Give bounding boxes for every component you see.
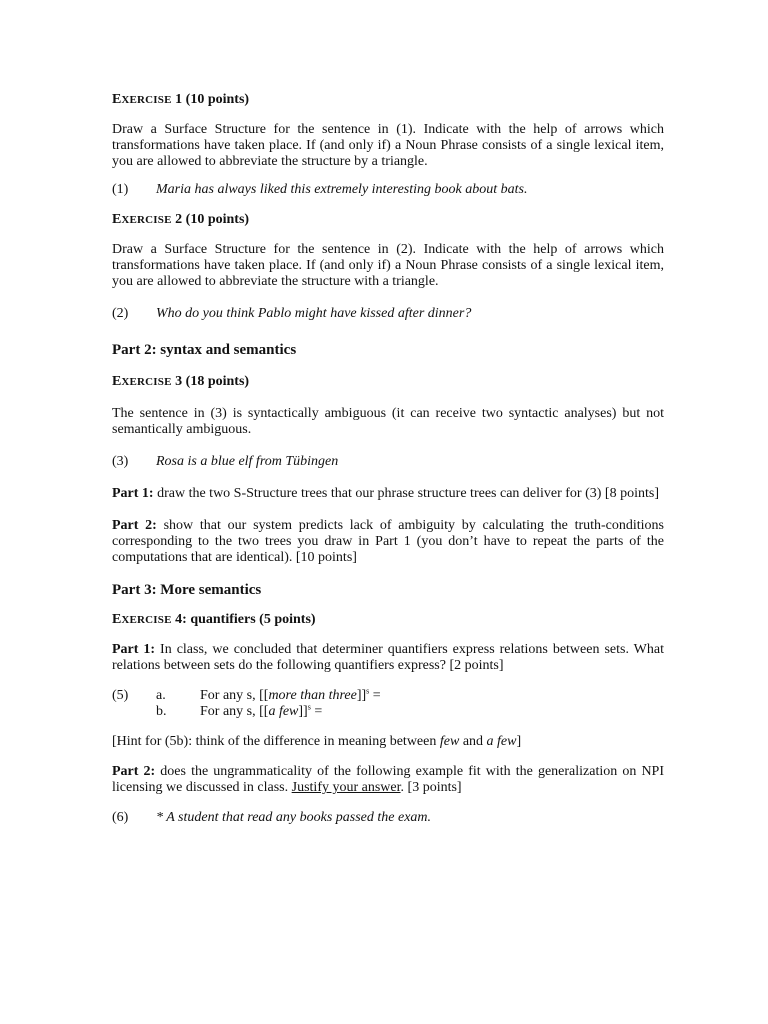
- example-2: [112, 306, 664, 322]
- part-3-title: Part 3: More semantics: [112, 582, 262, 598]
- exercise-1-heading: EXERCISE 1 (10 points): [112, 92, 250, 107]
- example-1: [112, 182, 664, 198]
- example-1-number: (1): [112, 182, 129, 197]
- exercise-3-intro: The sentence in (3) is syntactically ambiguous (it can receive two syntactic analyses) but not semantically ambiguous.: [112, 406, 664, 437]
- example-6-sentence: * A student that read any books passed the exam.: [156, 810, 432, 825]
- exam-page: [112, 92, 664, 826]
- exercise-3-part-2: Part 2: show that our system predicts lack of ambiguity by calculating the truth-conditions corresponding to the two trees you draw in Part 1 (you don’t have to repeat the parts of the computations that are identical). [10 points]: [112, 518, 664, 565]
- example-2-sentence: Who do you think Pablo might have kissed after dinner?: [156, 306, 472, 321]
- example-5-number: (5): [112, 688, 129, 703]
- example-6-number: (6): [112, 810, 129, 825]
- exercise-2-instructions: Draw a Surface Structure for the sentence in (2). Indicate with the help of arrows which transformations have taken place. If (and only if) a Noun Phrase consists of a single lexical item, you are allowed to abbreviate the structure with a triangle.: [112, 242, 664, 289]
- exercise-4-part-1: Part 1: In class, we concluded that determiner quantifiers express relations between sets. What relations between sets do the following quantifiers express? [2 points]: [112, 642, 664, 673]
- exercise-4-heading: EXERCISE 4: quantifiers (5 points): [112, 612, 316, 627]
- example-6: [112, 810, 664, 826]
- example-1-sentence: Maria has always liked this extremely interesting book about bats.: [156, 182, 528, 197]
- exercise-3-heading: EXERCISE 3 (18 points): [112, 374, 250, 389]
- example-5: [112, 688, 664, 720]
- example-3: [112, 454, 664, 470]
- example-5a: a. For any s, [[more than three]]$^s$ =: [156, 686, 381, 703]
- exercise-2-heading: EXERCISE 2 (10 points): [112, 212, 250, 227]
- exercise-4-hint: [Hint for (5b): think of the difference in meaning between few and a few]: [112, 734, 522, 749]
- example-5b: b. For any s, [[a few]]$^s$ =: [156, 702, 323, 719]
- exercise-3-part-1: Part 1: draw the two S-Structure trees that our phrase structure trees can deliver for (3) [8 points]: [112, 486, 659, 501]
- exercise-1-instructions: Draw a Surface Structure for the sentence in (1). Indicate with the help of arrows which transformations have taken place. If (and only if) a Noun Phrase consists of a single lexical item, you are allowed to abbreviate the structure by a triangle.: [112, 122, 664, 169]
- example-3-number: (3): [112, 454, 129, 469]
- example-2-number: (2): [112, 306, 129, 321]
- part-2-title: Part 2: syntax and semantics: [112, 342, 297, 358]
- example-3-sentence: Rosa is a blue elf from Tübingen: [156, 454, 339, 469]
- exercise-4-part-2: Part 2: does the ungrammaticality of the following example fit with the generalization on NPI licensing we discussed in class. Justify your answer. [3 points]: [112, 764, 665, 795]
